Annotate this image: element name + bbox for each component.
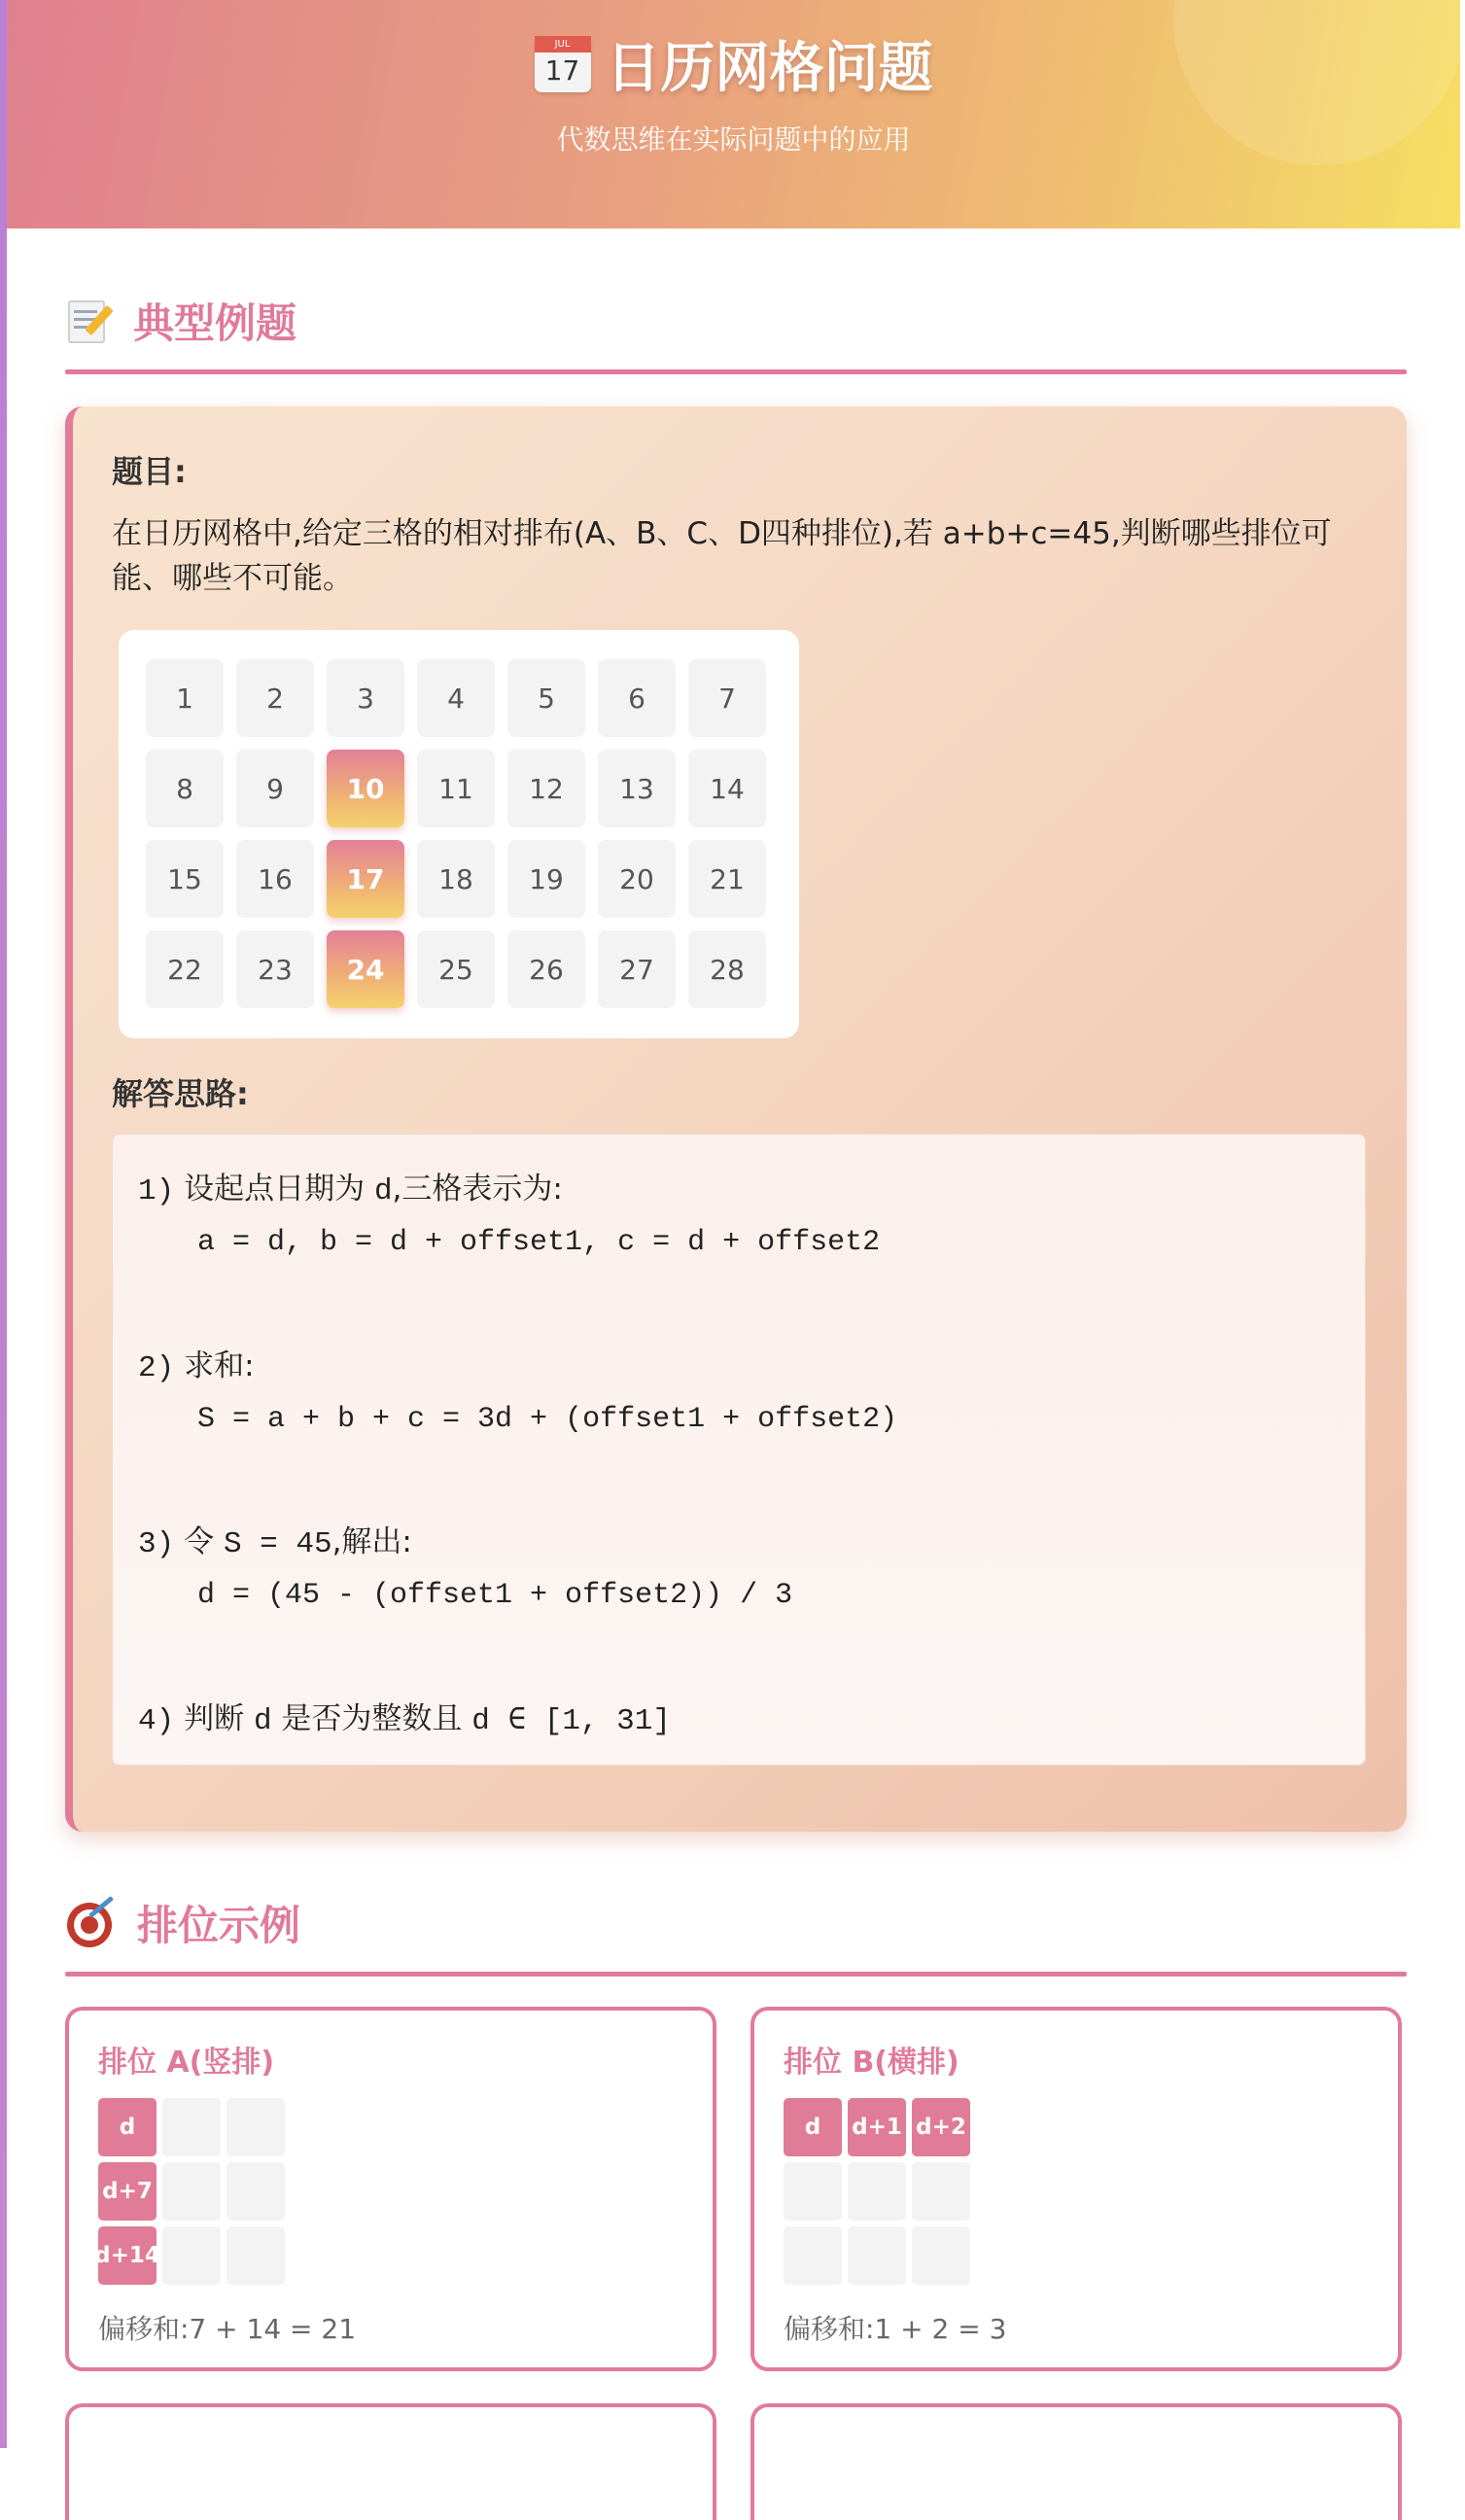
arrangement-section-title: 排位示例 [137, 1902, 301, 1949]
arrangement-cell [784, 2162, 842, 2221]
page-subtitle: 代数思维在实际问题中的应用 [556, 123, 911, 156]
arrangement-cell-selected: d+1 [848, 2098, 906, 2156]
arrangement-card-b [750, 2007, 1402, 2371]
arrangement-cell [912, 2226, 970, 2285]
arrangement-cell [848, 2226, 906, 2285]
calendar-day: 14 [688, 750, 766, 827]
calendar-day: 21 [688, 840, 766, 918]
calendar-day: 6 [598, 659, 676, 737]
arrangement-card-title: 排位 A(竖排) [98, 2046, 275, 2080]
arrangement-offset-sum: 偏移和:7 + 14 = 21 [98, 2313, 357, 2345]
arrangement-card-c [65, 2403, 716, 2520]
solution-step-3: 3) 令 S = 45,解出: [138, 1524, 412, 1561]
solution-step-2: 2) 求和: [138, 1348, 255, 1385]
calendar-day: 13 [598, 750, 676, 827]
calendar-day: 8 [146, 750, 224, 827]
calendar-day: 26 [507, 930, 585, 1008]
calendar-days [146, 659, 772, 1008]
calendar-day-highlighted: 10 [327, 750, 404, 827]
calendar-day: 5 [507, 659, 585, 737]
arrangement-offset-sum: 偏移和:1 + 2 = 3 [784, 2313, 1007, 2345]
calendar-icon [535, 36, 591, 92]
calendar-icon-month: JUL [535, 36, 591, 52]
calendar-day: 16 [236, 840, 314, 918]
arrangement-cell [227, 2162, 285, 2221]
right-gutter [1460, 0, 1464, 2448]
solution-step-1: 1) 设起点日期为 d,三格表示为: [138, 1172, 563, 1208]
arrangement-cell [227, 2098, 285, 2156]
arrangement-card-title: 排位 B(横排) [784, 2046, 959, 2080]
calendar-day: 19 [507, 840, 585, 918]
solution-formula-2: S = a + b + c = 3d + (offset1 + offset2) [197, 1403, 898, 1436]
calendar-day-highlighted: 24 [327, 930, 404, 1008]
example-section-heading [65, 292, 1407, 350]
calendar-day: 22 [146, 930, 224, 1008]
calendar-day: 11 [417, 750, 495, 827]
arrangement-cell [912, 2162, 970, 2221]
calendar-day: 9 [236, 750, 314, 827]
example-section-title: 典型例题 [133, 299, 297, 347]
calendar-day: 23 [236, 930, 314, 1008]
solution-box [112, 1134, 1366, 1766]
arrangement-cell-selected: d+14 [98, 2226, 157, 2285]
left-accent-strip [0, 0, 7, 2448]
calendar-day: 7 [688, 659, 766, 737]
arrangement-section-heading [65, 1894, 1407, 1952]
arrangement-cell-selected: d+7 [98, 2162, 157, 2221]
arrangement-card-d [750, 2403, 1402, 2520]
calendar-day: 20 [598, 840, 676, 918]
arrangement-grid [784, 2098, 970, 2285]
arrangement-cell [848, 2162, 906, 2221]
problem-text: 在日历网格中,给定三格的相对排布(A、B、C、D四种排位),若 a+b+c=45,判断哪些排位可能、哪些不可能。 [112, 516, 1332, 596]
solution-label: 解答思路: [112, 1075, 249, 1112]
calendar-day: 27 [598, 930, 676, 1008]
calendar-day: 4 [417, 659, 495, 737]
header-title-row [7, 25, 1460, 103]
page-title: 日历网格问题 [606, 37, 933, 100]
calendar-day: 15 [146, 840, 224, 918]
solution-formula-3: d = (45 - (offset1 + offset2)) / 3 [197, 1579, 793, 1612]
example-card [65, 406, 1407, 1832]
arrangement-cell [162, 2098, 221, 2156]
calendar-day-highlighted: 17 [327, 840, 404, 918]
solution-formula-1: a = d, b = d + offset1, c = d + offset2 [197, 1226, 881, 1259]
calendar-day: 3 [327, 659, 404, 737]
calendar-icon-day: 17 [544, 54, 580, 87]
arrangement-cell [162, 2162, 221, 2221]
target-icon [65, 1897, 118, 1949]
calendar-day: 28 [688, 930, 766, 1008]
calendar-grid [119, 630, 799, 1038]
arrangement-cell-selected: d [784, 2098, 842, 2156]
arrangement-cell-selected: d [98, 2098, 157, 2156]
calendar-day: 18 [417, 840, 495, 918]
arrangement-card-a [65, 2007, 716, 2371]
calendar-day: 25 [417, 930, 495, 1008]
arrangement-section-divider [65, 1972, 1407, 1977]
calendar-day: 2 [236, 659, 314, 737]
arrangement-cell [162, 2226, 221, 2285]
arrangement-grid [94, 2098, 285, 2285]
arrangement-cell [227, 2226, 285, 2285]
example-section-divider [65, 369, 1407, 374]
calendar-day: 12 [507, 750, 585, 827]
memo-icon [65, 297, 114, 345]
arrangement-cell-selected: d+2 [912, 2098, 970, 2156]
page-header [7, 0, 1460, 228]
calendar-day: 1 [146, 659, 224, 737]
arrangement-cell [784, 2226, 842, 2285]
solution-step-4: 4) 判断 d 是否为整数且 d ∈ [1, 31] [138, 1701, 671, 1738]
problem-label: 题目: [112, 453, 187, 490]
